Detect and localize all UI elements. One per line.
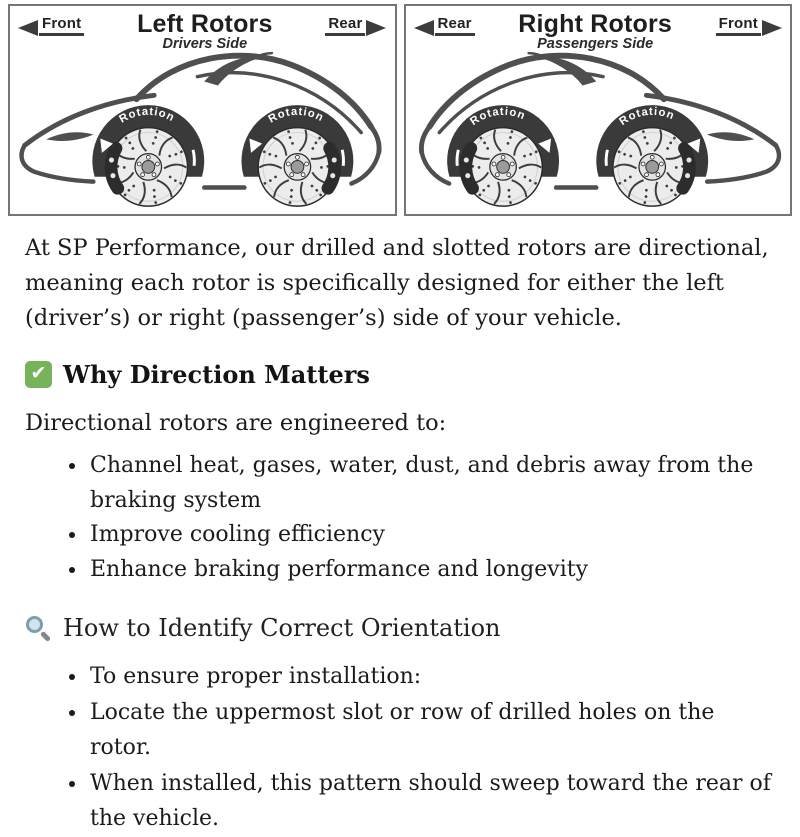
left-panel-header xyxy=(18,11,387,52)
front-wheel-rotor xyxy=(612,128,691,206)
panel-title-text: Right Rotors xyxy=(518,10,673,38)
list-item: • When installed, this pattern should sweep toward the rear of the vehicle. xyxy=(88,766,775,837)
section-heading-text: How to Identify Correct Orientation xyxy=(63,614,501,642)
section1-lead: Directional rotors are engineered to: xyxy=(25,410,447,436)
arrow-right-icon xyxy=(762,20,782,36)
arrow-right-icon xyxy=(366,20,386,36)
intro-paragraph: At SP Performance, our drilled and slotted rotors are directional, meaning each rotor is specifically designed for either the left (driver’s) or right (passenger’s) side of your vehicle. xyxy=(25,235,769,331)
list-item: • Locate the uppermost slot or row of drilled holes on the rotor. xyxy=(88,695,775,766)
rotation-label: Rotation xyxy=(616,105,676,128)
left-rotors-panel xyxy=(8,4,397,216)
front-direction-indicator xyxy=(18,15,84,36)
list-item: • Channel heat, gases, water, dust, and debris away from the braking system xyxy=(88,449,775,518)
front-direction-indicator xyxy=(716,15,782,36)
list-item: • To ensure proper installation: xyxy=(88,659,775,695)
rear-direction-indicator xyxy=(414,15,475,36)
panel-subtitle-text: Passengers Side xyxy=(537,36,654,53)
direction-label: Front xyxy=(716,15,761,36)
section-heading-text: Why Direction Matters xyxy=(63,360,370,389)
list-item: • Improve cooling efficiency xyxy=(88,518,775,553)
section1-bullet-list xyxy=(25,449,775,587)
rotation-label: Rotation xyxy=(117,105,177,126)
rear-direction-indicator xyxy=(325,15,386,36)
section-heading-identify-orientation xyxy=(25,614,775,642)
rear-wheel-rotor xyxy=(258,128,337,206)
direction-label: Rear xyxy=(325,15,365,36)
rotor-direction-diagram xyxy=(8,4,792,216)
panel-title-text: Left Rotors xyxy=(137,10,273,38)
section2-bullet-list xyxy=(25,659,775,837)
list-item: • Enhance braking performance and longevity xyxy=(88,553,775,588)
right-panel-header xyxy=(414,11,783,52)
panel-subtitle-text: Drivers Side xyxy=(162,36,248,53)
rotation-label: Rotation xyxy=(266,105,326,126)
rear-wheel-rotor xyxy=(463,128,542,206)
front-wheel-rotor xyxy=(109,128,188,206)
direction-label: Rear xyxy=(435,15,475,36)
right-panel-title xyxy=(518,11,672,52)
magnifying-glass-icon xyxy=(25,615,52,642)
direction-label: Front xyxy=(39,15,84,36)
rotation-label: Rotation xyxy=(467,105,527,128)
right-rotors-panel xyxy=(404,4,793,216)
arrow-left-icon xyxy=(414,20,434,36)
check-mark-icon: ✔ xyxy=(25,361,52,388)
left-panel-title xyxy=(137,11,273,52)
section-heading-why-direction-matters xyxy=(25,360,775,389)
arrow-left-icon xyxy=(18,20,38,36)
article-content xyxy=(0,231,800,837)
